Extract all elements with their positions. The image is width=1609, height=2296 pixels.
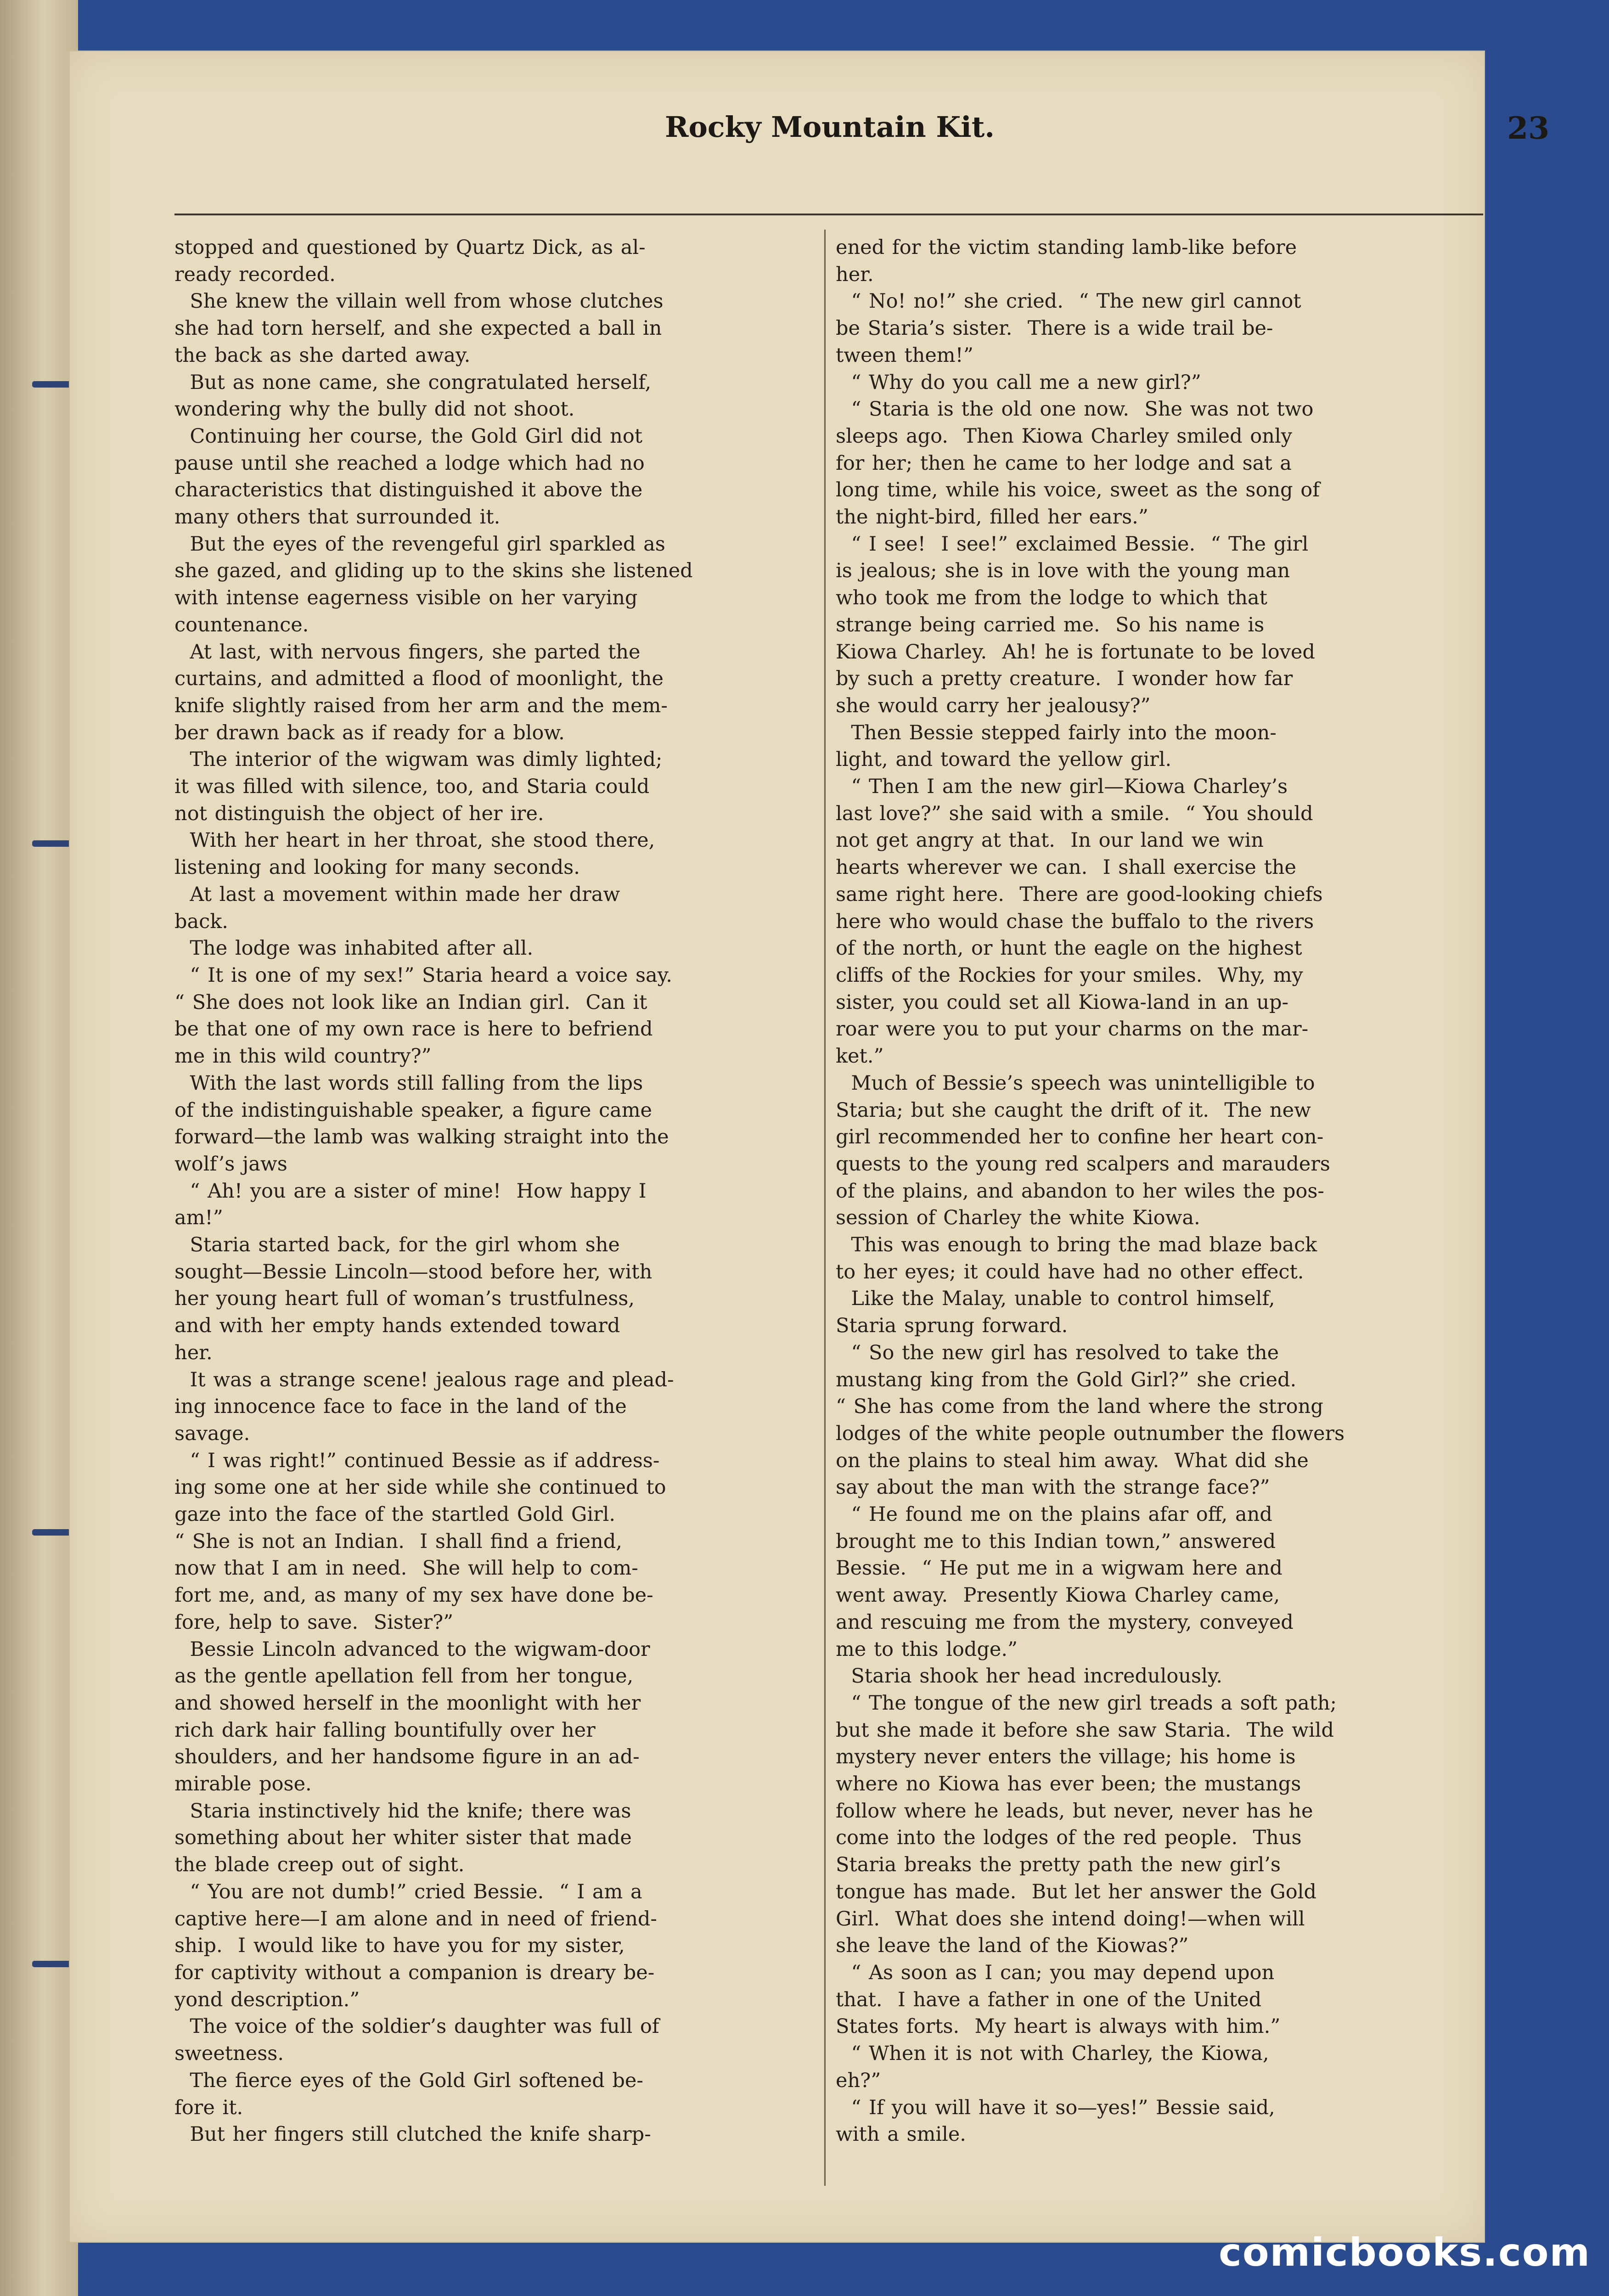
header-rule [174, 214, 1483, 215]
book-binding [0, 0, 78, 2296]
running-title: Rocky Mountain Kit. [664, 110, 995, 144]
site-watermark: comicbooks.com [1219, 2230, 1591, 2275]
left-text-column: stopped and questioned by Quartz Dick, as al- ready recorded. She knew the villain well from whose clutches she had torn herself, and she expected a ball in the back as she darted away. But as none came, she congratulated herself, wondering why the bully did not shoot. Continuing her course, the Gold Girl did not pause until she reached a lodge which had no characteristics that distinguished it above the many others that surrounded it. But the eyes of the revengeful girl sparkled as she gazed, and gliding up to the skins she listened with intense eagerness visible on her varying countenance. At last, with nervous fingers, she parted the curtains, and admitted a flood of moonlight, the knife slightly raised from her arm and the mem- ber drawn back as if ready for a blow. The interior of the wigwam was dimly lighted; it was filled with silence, too, and Staria could not distinguish the object of her ire. With her heart in her throat, she stood there, listening and looking for many seconds. At last a movement within made her draw back. The lodge was inhabited after all. “ It is one of my sex!” Staria heard a voice say. “ She does not look like an Indian girl. Can it be that one of my own race is here to befriend me in this wild country?” With the last words still falling from the lips of the indistinguishable speaker, a figure came forward—the lamb was walking straight into the wolf’s jaws “ Ah! you are a sister of mine! How happy I am!” Staria started back, for the girl whom she sought—Bessie Lincoln—stood before her, with her young heart full of woman’s trustfulness, and with her empty hands extended toward her. It was a strange scene! jealous rage and plead- ing innocence face to face in the land of the savage. “ I was right!” continued Bessie as if address- ing some one at her side while she continued to gaze into the face of the startled Gold Girl. “ She is not an Indian. I shall find a friend, now that I am in need. She will help to com- fort me, and, as many of my sex have done be- fore, help to save. Sister?” Bessie Lincoln advanced to the wigwam-door as the gentle apellation fell from her tongue, and showed herself in the moonlight with her rich dark hair falling bountifully over her shoulders, and her handsome figure in an ad- mirable pose. Staria instinctively hid the knife; there was something about her whiter sister that made the blade creep out of sight. “ You are not dumb!” cried Bessie. “ I am a captive here—I am alone and in need of friend- ship. I would like to have you for my sister, for captivity without a companion is dreary be- yond description.” The voice of the soldier’s daughter was full of sweetness. The fierce eyes of the Gold Girl softened be- fore it. But her fingers still clutched the knife sharp- [174, 236, 693, 2146]
running-header [87, 110, 1572, 161]
column-divider [824, 230, 826, 2186]
page-number: 23 [1507, 110, 1549, 146]
right-text-column: ened for the victim standing lamb-like before her. “ No! no!” she cried. “ The new girl cannot be Staria’s sister. There is a wide trail be- tween them!” “ Why do you call me a new girl?” “ Staria is the old one now. She was not two sleeps ago. Then Kiowa Charley smiled only for her; then he came to her lodge and sat a long time, while his voice, sweet as the song of the night-bird, filled her ears.” “ I see! I see!” exclaimed Bessie. “ The girl is jealous; she is in love with the young man who took me from the lodge to which that strange being carried me. So his name is Kiowa Charley. Ah! he is fortunate to be loved by such a pretty creature. I wonder how far she would carry her jealousy?” Then Bessie stepped fairly into the moon- light, and toward the yellow girl. “ Then I am the new girl—Kiowa Charley’s last love?” she said with a smile. “ You should not get angry at that. In our land we win hearts wherever we can. I shall exercise the same right here. There are good-looking chiefs here who would chase the buffalo to the rivers of the north, or hunt the eagle on the highest cliffs of the Rockies for your smiles. Why, my sister, you could set all Kiowa-land in an up- roar were you to put your charms on the mar- ket.” Much of Bessie’s speech was unintelligible to Staria; but she caught the drift of it. The new girl recommended her to confine her heart con- quests to the young red scalpers and marauders of the plains, and abandon to her wiles the pos- session of Charley the white Kiowa. This was enough to bring the mad blaze back to her eyes; it could have had no other effect. Like the Malay, unable to control himself, Staria sprung forward. “ So the new girl has resolved to take the mustang king from the Gold Girl?” she cried. “ She has come from the land where the strong lodges of the white people outnumber the flowers on the plains to steal him away. What did she say about the man with the strange face?” “ He found me on the plains afar off, and brought me to this Indian town,” answered Bessie. “ He put me in a wigwam here and went away. Presently Kiowa Charley came, and rescuing me from the mystery, conveyed me to this lodge.” Staria shook her head incredulously. “ The tongue of the new girl treads a soft path; but she made it before she saw Staria. The wild mystery never enters the village; his home is where no Kiowa has ever been; the mustangs follow where he leads, but never, never has he come into the lodges of the red people. Thus Staria breaks the pretty path the new girl’s tongue has made. But let her answer the Gold Girl. What does she intend doing!—when will she leave the land of the Kiowas?” “ As soon as I can; you may depend upon that. I have a father in one of the United States forts. My heart is always with him.” “ When it is not with Charley, the Kiowa, eh?” “ If you will have it so—yes!” Bessie said, with a smile. [836, 236, 1345, 2146]
